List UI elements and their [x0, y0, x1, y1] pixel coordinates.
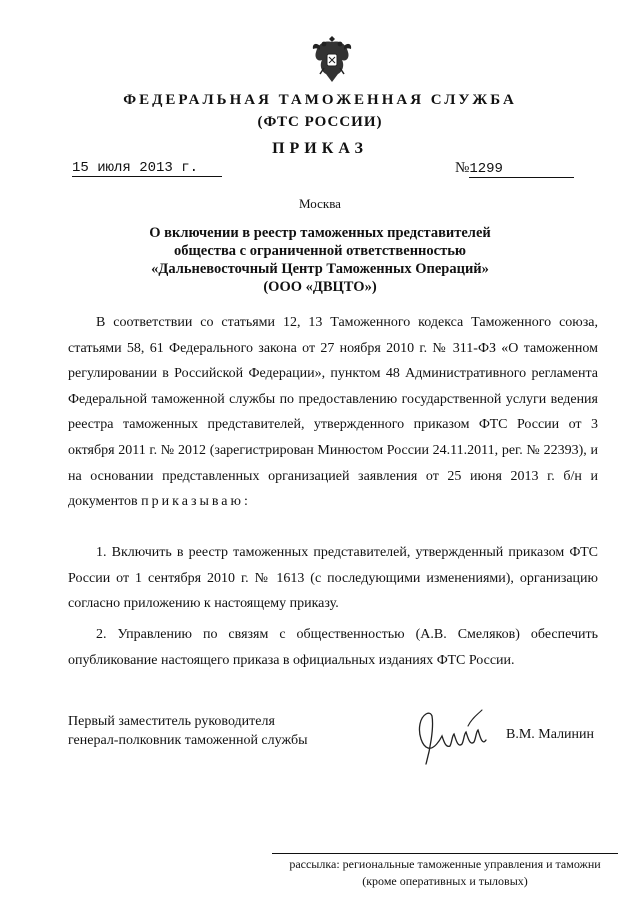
- double-headed-eagle-emblem: [310, 32, 354, 84]
- signatory-name: В.М. Малинин: [506, 727, 595, 742]
- subject-line: (ООО «ДВЦТО»): [263, 279, 377, 295]
- order-number-value: 1299: [469, 161, 574, 178]
- order-number: [455, 160, 597, 178]
- city: Москва: [299, 196, 341, 211]
- subject-line: общества с ограниченной ответственностью: [174, 243, 466, 259]
- agency-name: ФЕДЕРАЛЬНАЯ ТАМОЖЕННАЯ СЛУЖБА: [123, 92, 517, 108]
- preamble-text: В соответствии со статьями 12, 13 Таможенного кодекса Таможенного союза, статьями 58, 61 Федерального закона от 27 ноября 2010 г. № 311-ФЗ «О таможенном регулировании в Российской Федерации», пунктом 48 Административного регламента Федеральной таможенной службы по предоставлению государственной услуги ведения реестра таможенных представителей, утвержденного приказом ФТС России от 3 октября 2011 г. № 2012 (зарегистрирован Минюстом России 24.11.2011, рег. № 22393), и на основании представленных организацией заявления от 25 июня 2013 г. б/н и документов: [68, 315, 598, 510]
- distribution-line: рассылка: региональные таможенные управления и таможни: [289, 857, 601, 871]
- agency-short-name: (ФТС РОССИИ): [257, 114, 383, 130]
- order-subject: [120, 224, 520, 296]
- order-number-label: №: [455, 160, 470, 176]
- distribution-line: (кроме оперативных и тыловых): [362, 874, 528, 888]
- document-type: ПРИКАЗ: [272, 140, 368, 157]
- subject-line: «Дальневосточный Центр Таможенных Операций»: [151, 261, 489, 277]
- preamble-paragraph: [68, 310, 598, 515]
- order-date: 15 июля 2013 г.: [72, 160, 222, 177]
- distribution-list: [270, 856, 620, 890]
- subject-line: О включении в реестр таможенных представителей: [149, 225, 491, 241]
- order-item-2: 2. Управлению по связям с общественностью (А.В. Смеляков) обеспечить опубликование настоящего приказа в официальных изданиях ФТС России.: [68, 627, 598, 668]
- order-keyword: приказываю:: [141, 494, 251, 510]
- signatory-title-line: генерал-полковник таможенной службы: [68, 733, 308, 748]
- order-item-1: 1. Включить в реестр таможенных представителей, утвержденный приказом ФТС России от 1 сентября 2010 г. № 1613 (с последующими изменениями), организацию согласно приложению к настоящему приказу.: [68, 545, 598, 612]
- footer-divider: [272, 853, 618, 854]
- handwritten-signature: [412, 706, 494, 770]
- signatory-title-line: Первый заместитель руководителя: [68, 714, 275, 729]
- signatory-title: [68, 712, 307, 750]
